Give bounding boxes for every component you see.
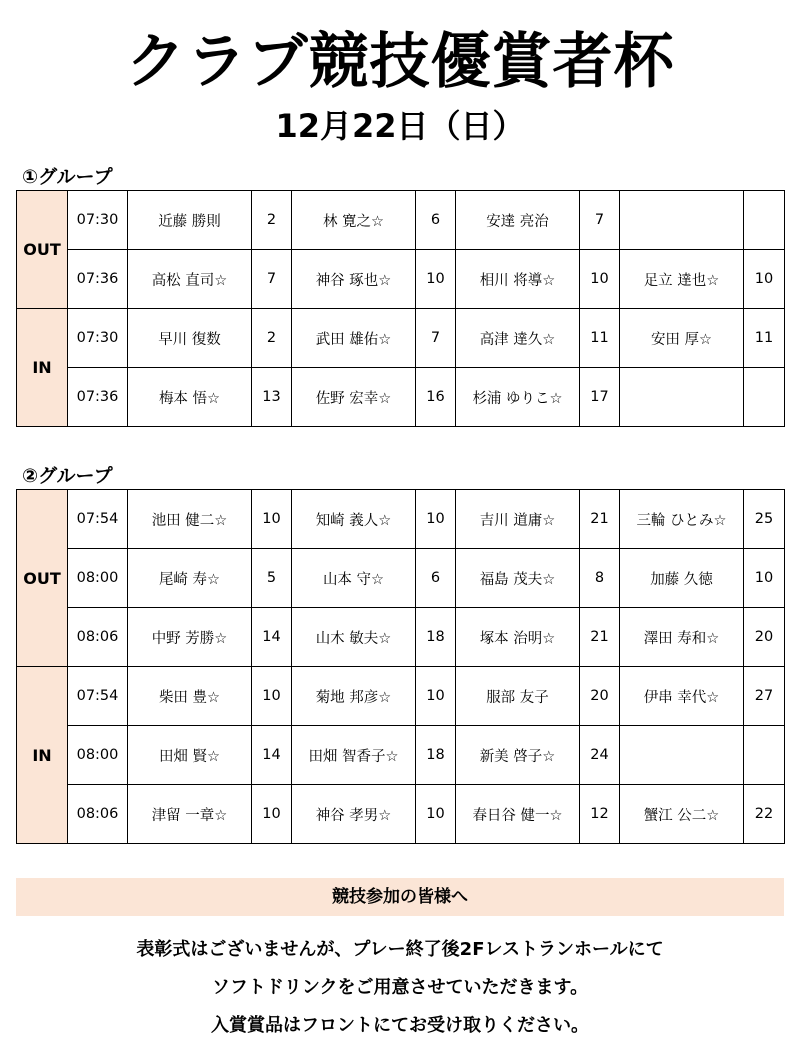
table-row: [17, 250, 785, 309]
player-handicap: 7: [580, 191, 620, 250]
player-name: 安田 厚☆: [620, 309, 744, 368]
player-name: 佐野 宏幸☆: [292, 368, 416, 427]
player-handicap: 5: [252, 549, 292, 608]
player-name: 福島 茂夫☆: [456, 549, 580, 608]
course-side-label: OUT: [17, 191, 68, 309]
player-handicap: 20: [580, 667, 620, 726]
player-name: 山木 敏夫☆: [292, 608, 416, 667]
tee-time: 07:54: [68, 490, 128, 549]
course-side-label: IN: [17, 309, 68, 427]
player-handicap: 13: [252, 368, 292, 427]
player-handicap: 2: [252, 191, 292, 250]
player-name: 中野 芳勝☆: [128, 608, 252, 667]
player-handicap: 10: [416, 785, 456, 844]
player-name: 柴田 豊☆: [128, 667, 252, 726]
player-handicap: 21: [580, 608, 620, 667]
table-row: [17, 608, 785, 667]
player-name: 津留 一章☆: [128, 785, 252, 844]
player-handicap: 7: [416, 309, 456, 368]
player-name: 田畑 智香子☆: [292, 726, 416, 785]
player-name: 加藤 久徳: [620, 549, 744, 608]
player-handicap: 21: [580, 490, 620, 549]
player-name: [620, 726, 744, 785]
player-name: 近藤 勝則: [128, 191, 252, 250]
player-handicap: 17: [580, 368, 620, 427]
player-handicap: 10: [252, 490, 292, 549]
table-row: [17, 549, 785, 608]
player-handicap: 10: [252, 667, 292, 726]
player-handicap: 10: [416, 667, 456, 726]
player-handicap: 10: [744, 549, 785, 608]
table-row: [17, 309, 785, 368]
player-handicap: 10: [416, 250, 456, 309]
player-name: 杉浦 ゆりこ☆: [456, 368, 580, 427]
tee-time: 07:36: [68, 250, 128, 309]
player-name: 三輪 ひとみ☆: [620, 490, 744, 549]
player-name: 吉川 道庸☆: [456, 490, 580, 549]
tee-time: 08:00: [68, 726, 128, 785]
course-side-label: IN: [17, 667, 68, 844]
player-handicap: 12: [580, 785, 620, 844]
player-handicap: 11: [580, 309, 620, 368]
player-handicap: [744, 191, 785, 250]
player-handicap: 25: [744, 490, 785, 549]
player-name: 菊地 邦彦☆: [292, 667, 416, 726]
player-name: 新美 啓子☆: [456, 726, 580, 785]
group-1-table: [16, 190, 785, 427]
tee-time: 08:00: [68, 549, 128, 608]
table-row: [17, 368, 785, 427]
player-name: 山本 守☆: [292, 549, 416, 608]
player-name: 知崎 義人☆: [292, 490, 416, 549]
player-handicap: 27: [744, 667, 785, 726]
player-name: [620, 368, 744, 427]
player-name: 尾崎 寿☆: [128, 549, 252, 608]
player-handicap: 10: [416, 490, 456, 549]
notice-line-3: 入賞賞品はフロントにてお受け取りください。: [211, 1015, 589, 1036]
player-handicap: 14: [252, 608, 292, 667]
player-handicap: 10: [580, 250, 620, 309]
player-handicap: 14: [252, 726, 292, 785]
player-name: 澤田 寿和☆: [620, 608, 744, 667]
player-handicap: 16: [416, 368, 456, 427]
player-name: 服部 友子: [456, 667, 580, 726]
player-name: 高津 達久☆: [456, 309, 580, 368]
player-name: 神谷 琢也☆: [292, 250, 416, 309]
table-row: [17, 726, 785, 785]
player-handicap: 6: [416, 191, 456, 250]
notice-line-2: ソフトドリンクをご用意させていただきます。: [211, 977, 589, 998]
player-handicap: 22: [744, 785, 785, 844]
player-handicap: [744, 368, 785, 427]
player-name: 池田 健二☆: [128, 490, 252, 549]
tee-time: 07:30: [68, 191, 128, 250]
player-handicap: 18: [416, 608, 456, 667]
player-name: [620, 191, 744, 250]
player-name: 相川 将導☆: [456, 250, 580, 309]
group-2-table: [16, 489, 785, 844]
player-name: 蟹江 公二☆: [620, 785, 744, 844]
table-row: [17, 785, 785, 844]
player-name: 足立 達也☆: [620, 250, 744, 309]
player-handicap: 7: [252, 250, 292, 309]
table-row: [17, 490, 785, 549]
player-name: 神谷 孝男☆: [292, 785, 416, 844]
tee-time: 07:30: [68, 309, 128, 368]
player-name: 春日谷 健一☆: [456, 785, 580, 844]
player-name: 伊串 幸代☆: [620, 667, 744, 726]
table-row: [17, 191, 785, 250]
event-date: 12月22日（日）: [275, 107, 525, 145]
player-name: 武田 雄佑☆: [292, 309, 416, 368]
player-handicap: 10: [744, 250, 785, 309]
player-handicap: 8: [580, 549, 620, 608]
page-title: クラブ競技優賞者杯: [125, 27, 675, 97]
player-name: 林 寛之☆: [292, 191, 416, 250]
player-handicap: 2: [252, 309, 292, 368]
notice-line-1: 表彰式はございませんが、プレー終了後2Fレストランホールにて: [136, 939, 664, 960]
player-handicap: [744, 726, 785, 785]
player-name: 塚本 治明☆: [456, 608, 580, 667]
player-handicap: 10: [252, 785, 292, 844]
player-handicap: 24: [580, 726, 620, 785]
tee-time: 07:36: [68, 368, 128, 427]
player-name: 田畑 賢☆: [128, 726, 252, 785]
group-1-label: ①グループ: [22, 166, 113, 188]
player-name: 安達 亮治: [456, 191, 580, 250]
tee-time: 08:06: [68, 785, 128, 844]
notice-heading: 競技参加の皆様へ: [16, 878, 784, 916]
player-handicap: 18: [416, 726, 456, 785]
tee-time: 07:54: [68, 667, 128, 726]
player-handicap: 11: [744, 309, 785, 368]
table-row: [17, 667, 785, 726]
tee-time: 08:06: [68, 608, 128, 667]
player-name: 高松 直司☆: [128, 250, 252, 309]
player-handicap: 20: [744, 608, 785, 667]
player-name: 早川 復数: [128, 309, 252, 368]
player-name: 梅本 悟☆: [128, 368, 252, 427]
player-handicap: 6: [416, 549, 456, 608]
group-2-label: ②グループ: [22, 465, 113, 487]
course-side-label: OUT: [17, 490, 68, 667]
